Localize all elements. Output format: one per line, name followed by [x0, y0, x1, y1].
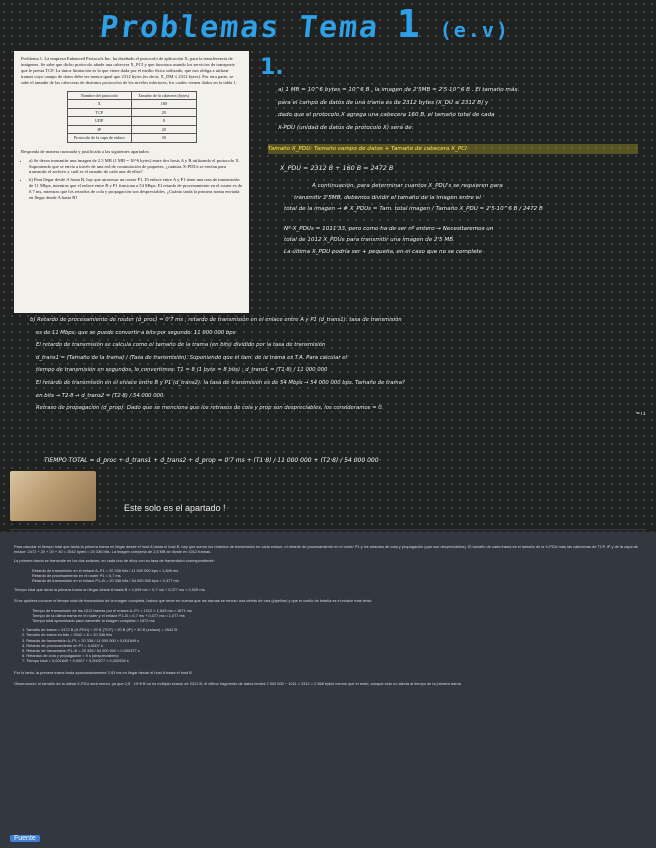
- table-cell: 20: [131, 125, 196, 133]
- source-tag[interactable]: Fuente: [10, 835, 40, 842]
- answer-paragraph: Para calcular el tiempo total que tarda la primera trama en llegar desde el host A hasta el host B, hay que sumar los retardos de transmisión en cada enlace, el retardo de procesamiento en el router P1 y los retardos de cola y propagación (que son despreciables). El tamaño de cada trama es el tamaño de la X-PDU más las cabeceras de TCP, IP y de la capa de enlace: 2472 + 20 + 20 + 30 = 2542 bytes = 20 336 bits. La imagen completa de 2,5 MB se divide en 1012 tramas.: [14, 544, 638, 555]
- handwritten-formula-highlight: Tamaño X_PDU: Tamaño campo de datos + Tamaño de cabecera X_PCI: [268, 144, 638, 154]
- answer-list-item: Tiempo total aproximado para transmitir la imagen completa ≈ 1872 ms: [32, 618, 155, 624]
- handwritten-part-a-count: [284, 181, 652, 259]
- table-row: [67, 117, 196, 125]
- table-cell: UDP: [67, 117, 131, 125]
- handwritten-line: es de 11 Mbps, que se puede convertir a bits por segundo: 11 000 000 bps: [36, 329, 236, 336]
- answer-paragraph: Si se quisiera conocer el tiempo total de transmisión de la imagen completa, habría que tener en cuenta que las tramas se envían una detrás de otra (pipeline) y que el cuello de botella es el enlace más lento:: [14, 598, 373, 604]
- table-header-cell: Nombre del protocolo: [67, 91, 131, 99]
- table-cell: Protocolo de la capa de enlace: [67, 134, 131, 142]
- handwritten-line: total de 1012 X_PDUs para transmitir una imagen de 2'5 MB.: [284, 237, 455, 244]
- handwritten-part-a: [278, 84, 650, 134]
- handwritten-line: Nº X_PDUs = 1011'33, pero como ha de ser nº entero → Necesitaremos un: [284, 225, 494, 232]
- table-cell: TCP: [67, 108, 131, 116]
- thumbnail-caption: Este solo es el apartado !: [124, 503, 226, 513]
- answer-list-item: Tiempo de transmisión de las 1012 tramas por el enlace A–P1 = 1012 × 1,849 ms ≈ 1871 ms: [32, 607, 192, 613]
- statement-item-a: • a) Se desea transmitir una imagen de 2.5 MB (1 MB = 10^6 bytes) entre dos hosts A y B utilizando el protocolo X. Suponiendo que se envía a través de una red de conmutación de paquetes, ¿cuántas X-PDUs se envían para transmitir el archivo y cuál es el tamaño de cada una de ellas?: [29, 158, 242, 176]
- photo-thumbnail: [10, 471, 96, 521]
- answer-paragraph: La primera trama se transmite en los dos enlaces, en cada uno de ellos con su tasa de transmisión correspondiente:: [14, 558, 215, 564]
- handwritten-line: para el campo de datos de una trama es de 2312 bytes (X_DU ≤ 2312 B) y: [278, 99, 489, 106]
- handwritten-part-b: [30, 314, 650, 415]
- typed-answer-panel: [0, 532, 656, 848]
- answer-list-item: Retardo de procesamiento en el router P1 = 0,7 ms: [32, 572, 121, 578]
- page-title: [100, 2, 580, 46]
- answer-list-item: Retardo de transmisión en el enlace A–P1 = 20 336 bits / 11 000 000 bps ≈ 1,849 ms: [32, 567, 179, 573]
- handwritten-xpdu-size: X_PDU = 2312 B + 160 B = 2472 B: [280, 164, 394, 172]
- handwritten-line: A continuación, para determinar cuantos X_PDU's se requieren para: [312, 183, 503, 189]
- handwritten-line: a) 1 MB = 10^6 bytes = 10^6 B , la imagen de 2'5MB = 2'5·10^6 B . El tamaño máx.: [278, 87, 520, 93]
- table-cell: 160: [131, 100, 196, 108]
- handwritten-line: total de la imagen → # X_PDUs = Tam. total imagen / Tamaño X_PDU = 2'5·10^6 B / 2472 B: [284, 206, 543, 213]
- table-cell: 30: [131, 134, 196, 142]
- handwritten-line: El retardo de transmisión se calcula como el tamaño de la trama (en bits) dividido por la tasa de transmisión: [36, 342, 326, 349]
- handwritten-total-time: TIEMPO TOTAL = d_proc + d_trans1 + d_trans2 + d_prop = 0'7 ms + (T1·8) / 11 000 000 + (T2·8) / 54 000 000: [44, 457, 379, 464]
- header-size-table: [67, 91, 197, 143]
- handwritten-line: Retraso de propagación (d_prop): Dado que se menciona que los retrasos de cola y prop son despreciables, los consideramos = 0.: [36, 405, 384, 412]
- table-header-cell: Tamaño de la cabecera (bytes): [131, 91, 196, 99]
- table-cell: 8: [131, 117, 196, 125]
- handwritten-line: dado que el protocolo X agrega una cabecera 160 B, el tamaño total de cada: [278, 112, 495, 118]
- table-header-row: [67, 91, 196, 99]
- table-cell: X: [67, 100, 131, 108]
- title-suffix: (e.v): [439, 18, 510, 42]
- answer-step: 3. Retardo de transmisión A–P1 = 20 336 / 11 000 000 ≈ 0,001849 s: [22, 637, 140, 643]
- handwritten-line: tiempo de transmisión en segundos, lo convertimos: T1 = 8 (1 byte = 8 bits) ; d_trans1 = (T1·8) / 11 000 000: [36, 367, 328, 374]
- handwritten-line: El retardo de transmisión en el enlace entre B y P1 (d_trans2): la tasa de transmisión es de 54 Mbps → 54 000 000 bps. Tamaño de trama?: [36, 379, 405, 386]
- handwritten-line: d_trans1 = (Tamaño de la trama) / (Tasa de transmisión). Suponiendo que el tam. de la trama es T.A. Para calcular el: [36, 354, 347, 361]
- title-word-problemas: Problemas: [98, 10, 283, 45]
- statement-item-b: • b) Para llegar desde A hasta B, hay que atravesar un router P1. El enlace entre A y P1 tiene una tasa de transmisión de 11 Mbps, mientras que el enlace entre B y P1 funciona a 54 Mbps. El retardo de procesamiento en el router es de 0.7 ms, mientras que los retardos de cola y propagación son despreciables. ¿Cuánto tarda la primera trama enviada en llegar desde A hasta B?: [29, 177, 242, 201]
- handwritten-line: La última X_PDU podría ser + pequeña, en el caso que no se complete: [284, 248, 483, 255]
- title-number: 1: [396, 2, 422, 46]
- handwritten-line: en bits → T2·8 → d_trans2 = (T2·8) / 54 000 000: [36, 392, 164, 399]
- answer-paragraph: Observación: el tamaño de la última X-PDU será menor, ya que 2,5 · 10^6 B no es múltiplo exacto de 2312 B; el último fragmento de datos tendrá 2 500 000 − 1011 × 2312 = 2 568 bytes menos que el resto, aunque esto no afecta al tiempo de la primera trama.: [14, 680, 462, 686]
- problem-statement-image: [14, 51, 249, 313]
- table-row: [67, 134, 196, 142]
- section-number: 1.: [260, 55, 284, 80]
- answer-step: 6. Retardos de cola y propagación = 0 s (despreciables): [22, 653, 119, 659]
- handwritten-line: X-PDU (unidad de datos de protocolo X) será de:: [278, 124, 414, 131]
- answer-list-item: Tiempo de la última trama en el router y el enlace P1–B = 0,7 ms + 0,377 ms ≈ 1,077 ms: [32, 612, 185, 618]
- statement-items: [21, 158, 242, 202]
- answer-paragraph: Tiempo total que tarda la primera trama en llegar desde A hasta B ≈ 1,849 ms + 0,7 ms + 0,377 ms ≈ 2,926 ms.: [14, 587, 206, 593]
- handwritten-margin-note: =T1: [636, 412, 647, 417]
- table-row: [67, 100, 196, 108]
- statement-prompt: Responda de manera razonada y justificada a las siguientes apartados:: [21, 148, 150, 154]
- handwritten-line: transmitir 2'5MB, debemos dividir el tamaño de la imagen entre el: [294, 194, 481, 201]
- table-cell: 20: [131, 108, 196, 116]
- title-word-tema: Tema: [296, 10, 381, 45]
- divider: [10, 529, 646, 530]
- handwritten-line: b) Retardo de procesamiento de router (d_proc) = 0'7 ms ; retardo de transmisión en el enlace entre A y P1 (d_trans1): tasa de transmisión: [30, 317, 402, 323]
- answer-step: 4. Retardo de procesamiento en P1 = 0,0007 s: [22, 642, 103, 648]
- statement-intro: Problema 1. La empresa Enhanced Protocols Inc. ha diseñado el protocolo de aplicación X, para la transferencia de imágenes. Se sabe que dicho protocolo añade una cabecera X_PCI y que funciona usando los servicios de transporte que le presta TCP. La única limitación es la que viene dada por el medio físico utilizado, que nos obliga a utilizar tramas cuyo campo de datos debe ser menor igual que 2312 bytes (es decir, X_DM ≤ 2312 bytes). Por otra parte, se sabe el tamaño de las cabeceras de distintos protocolos de los niveles inferiores, los cuales vienen dados en la tabla 1.: [21, 56, 237, 85]
- answer-step: 1. Tamaño de trama = 2472 B (X-PDU) + 20 B (TCP) + 20 B (IP) + 30 B (enlace) = 2542 B: [22, 627, 178, 633]
- answer-step: 2. Tamaño de trama en bits = 2542 × 8 = 20 336 bits: [22, 632, 113, 638]
- answer-paragraph: Por lo tanto, la primera trama tarda aproximadamente 2,93 ms en llegar desde el host A hasta el host B.: [14, 669, 193, 675]
- answer-step: 7. Tiempo total = 0,001849 + 0,0007 + 0,000377 ≈ 0,002926 s: [22, 658, 129, 664]
- table-row: [67, 125, 196, 133]
- answer-step: 5. Retardo de transmisión P1–B = 20 336 / 54 000 000 ≈ 0,000377 s: [22, 648, 140, 654]
- answer-list-item: Retardo de transmisión en el enlace P1–B = 20 336 bits / 54 000 000 bps ≈ 0,377 ms: [32, 578, 179, 584]
- table-row: [67, 108, 196, 116]
- table-cell: IP: [67, 125, 131, 133]
